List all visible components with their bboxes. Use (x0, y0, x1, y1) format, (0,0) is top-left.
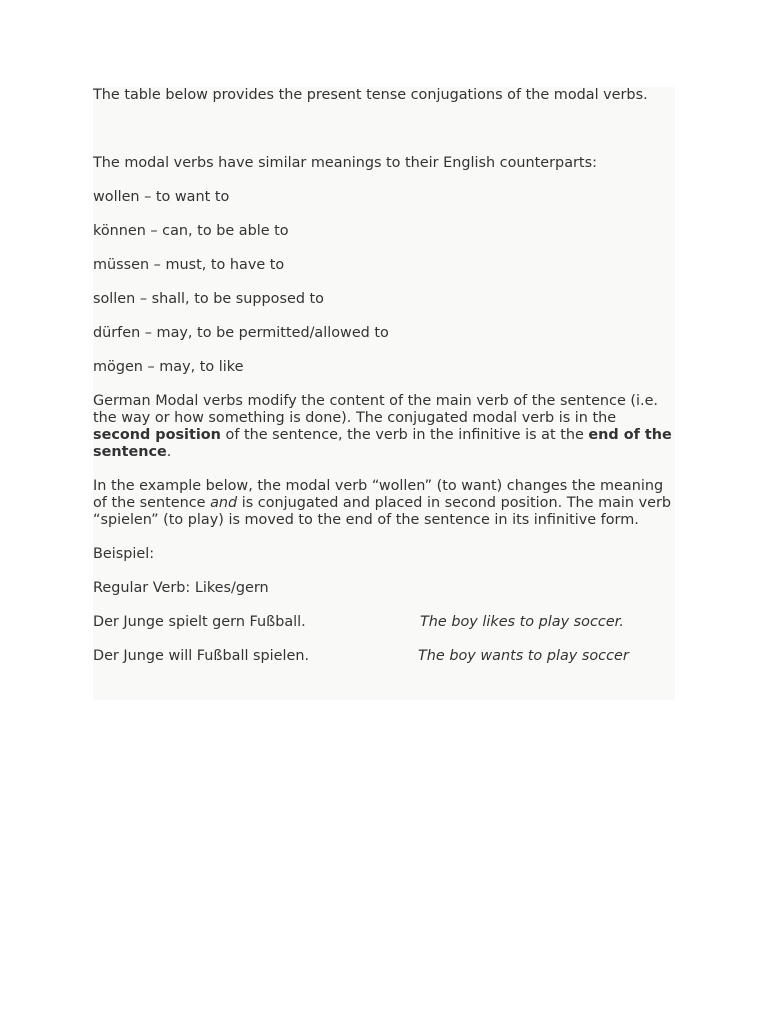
document-body (93, 87, 675, 700)
verb-duerfen: dürfen – may, to be permitted/allowed to (93, 325, 389, 341)
example-italic-and: and (210, 495, 238, 511)
rule-text-3: . (166, 444, 172, 460)
example-explanation (93, 478, 675, 529)
verb-sollen: sollen – shall, to be supposed to (93, 291, 324, 307)
meanings-intro: The modal verbs have similar meanings to their English counterparts: (93, 155, 597, 171)
rule-bold-second-position: second position (93, 427, 221, 443)
verb-moegen: mögen – may, to like (93, 359, 244, 375)
verb-muessen: müssen – must, to have to (93, 257, 285, 273)
rule-text-1: German Modal verbs modify the content of the main verb of the sentence (i.e. the way or how something is done). The conjugated modal verb is in the (93, 393, 659, 426)
example-text-1: In the example below, the modal verb “wollen” (to want) changes the meaning of the sentence (93, 478, 664, 511)
example-german: Der Junge will Fußball spielen. (93, 648, 310, 664)
example-english: The boy likes to play soccer. (420, 614, 624, 630)
example-german: Der Junge spielt gern Fußball. (93, 614, 306, 630)
example-row (93, 648, 675, 665)
intro-paragraph: The table below provides the present tense conjugations of the modal verbs. (93, 87, 648, 103)
rule-paragraph (93, 393, 675, 461)
example-english: The boy wants to play soccer (418, 648, 629, 664)
example-row (93, 614, 675, 631)
verb-koennen: können – can, to be able to (93, 223, 289, 239)
regular-verb-label: Regular Verb: Likes/gern (93, 580, 269, 596)
rule-bold-end-of-sentence: end of the sentence (93, 427, 672, 460)
beispiel-label: Beispiel: (93, 546, 155, 562)
rule-text-2: of the sentence, the verb in the infinitive is at the (220, 427, 589, 443)
example-text-2: is conjugated and placed in second position. The main verb “spielen” (to play) is moved to the end of the sentence in its infinitive form. (93, 495, 672, 528)
verb-wollen: wollen – to want to (93, 189, 230, 205)
